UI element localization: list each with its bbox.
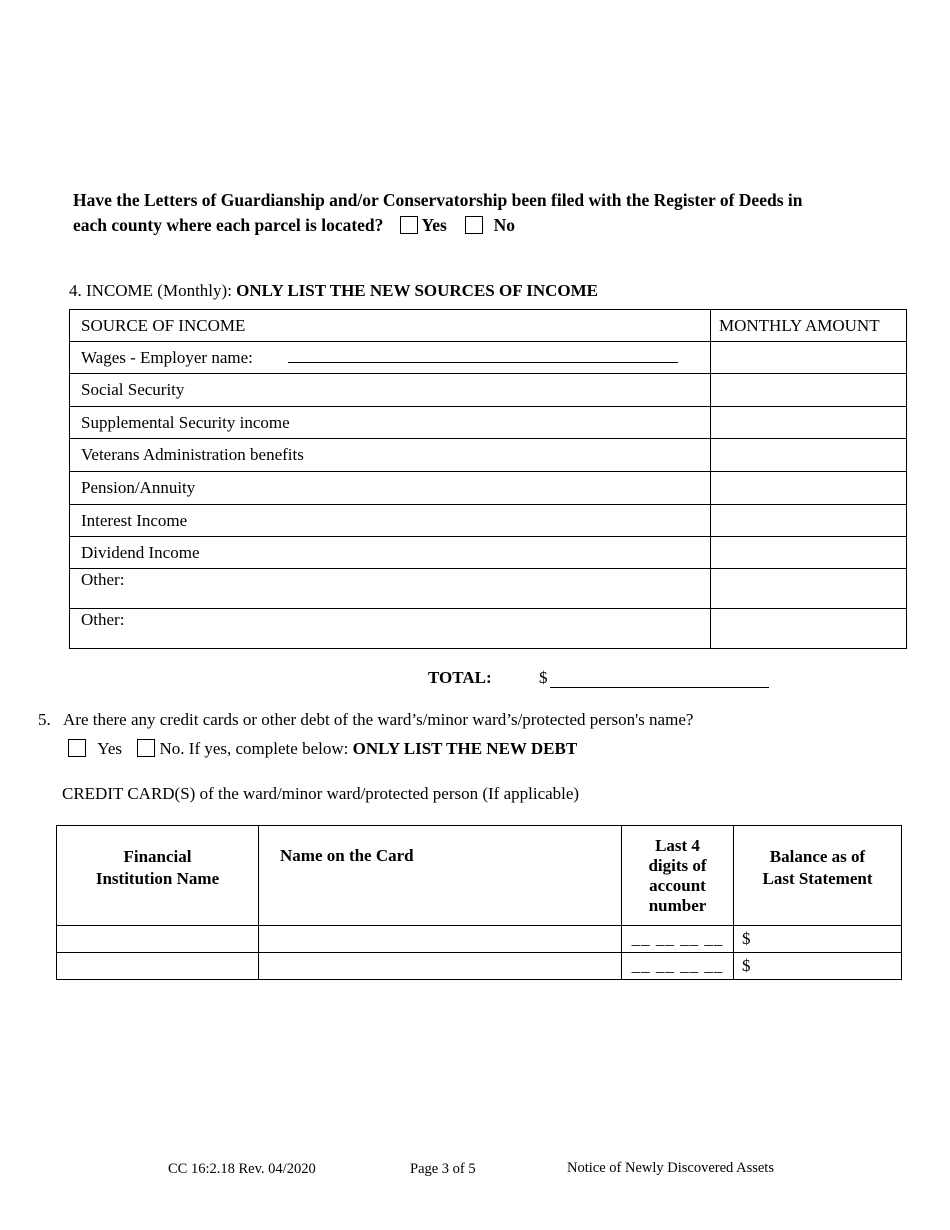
income-amount-field[interactable] [711,342,907,374]
income-amount-field[interactable] [711,472,907,505]
income-row-other [70,609,907,649]
col-amount-header: MONTHLY AMOUNT [711,310,907,342]
income-row [70,505,907,537]
col-last4-header [622,826,734,926]
income-row [70,374,907,407]
total-currency: $ [539,668,548,687]
credit-card-heading: CREDIT CARD(S) of the ward/minor ward/protected person (If applicable) [62,784,580,803]
income-row-wages [70,342,907,374]
income-source-label: Social Security [70,374,711,407]
credit-card-row [57,953,902,980]
income-amount-field[interactable] [711,439,907,472]
no-label: No [493,215,515,235]
col-institution-header [57,826,259,926]
income-row [70,407,907,439]
credit-card-table [56,825,902,980]
income-row [70,439,907,472]
question-5-number: 5. [38,710,51,729]
question-3-line-2 [73,215,515,236]
income-amount-field[interactable] [711,374,907,407]
col-name-header: Name on the Card [259,826,622,926]
question-3-line-1: Have the Letters of Guardianship and/or Conservatorship been filed with the Register of Deeds in [73,190,803,210]
no-checkbox[interactable] [465,216,483,234]
income-amount-field[interactable] [711,537,907,569]
balance-field[interactable]: $ [734,953,902,980]
question-5-text: Are there any credit cards or other debt of the ward’s/minor ward’s/protected person's name? [63,710,694,729]
credit-card-header-row [57,826,902,926]
income-row-other [70,569,907,609]
credit-card-row [57,926,902,953]
income-amount-field[interactable] [711,505,907,537]
col-last4-l2: digits of [648,856,707,875]
footer-form-number: CC 16:2.18 Rev. 04/2020 [168,1161,316,1177]
debt-no-bold: ONLY LIST THE NEW DEBT [352,739,578,758]
income-amount-field[interactable] [711,569,907,609]
yes-checkbox[interactable] [400,216,418,234]
income-heading [69,281,598,301]
debt-no-label: No. If yes, complete below: [159,739,353,758]
income-source-label: Dividend Income [70,537,711,569]
income-source-other[interactable]: Other: [70,569,711,609]
footer-page-number: Page 3 of 5 [410,1161,476,1177]
employer-name-field[interactable] [288,350,678,363]
debt-no-checkbox[interactable] [137,739,155,757]
balance-field[interactable]: $ [734,926,902,953]
col-institution-l1: Financial [123,847,192,866]
question-5-options [68,739,577,759]
income-amount-field[interactable] [711,609,907,649]
name-on-card-field[interactable] [259,926,622,953]
income-source-wages [70,342,711,374]
col-last4-l4: number [648,896,707,915]
income-heading-bold: ONLY LIST THE NEW SOURCES OF INCOME [236,281,598,300]
institution-field[interactable] [57,953,259,980]
total-amount-field[interactable] [550,669,769,688]
institution-field[interactable] [57,926,259,953]
income-row [70,472,907,505]
income-row [70,537,907,569]
col-balance-header [734,826,902,926]
question-3-line-2-text: each county where each parcel is located? [73,215,384,235]
total-label: TOTAL: [428,668,492,687]
col-last4-l3: account [649,876,706,895]
income-table [69,309,907,649]
col-source-header: SOURCE OF INCOME [70,310,711,342]
income-heading-prefix: 4. INCOME (Monthly): [69,281,237,300]
col-institution-l2: Institution Name [95,869,220,888]
income-source-label: Veterans Administration benefits [70,439,711,472]
debt-yes-checkbox[interactable] [68,739,86,757]
last4-field[interactable]: __ __ __ __ [622,953,734,980]
income-source-label: Supplemental Security income [70,407,711,439]
last4-field[interactable]: __ __ __ __ [622,926,734,953]
wages-label: Wages - Employer name: [81,347,253,367]
debt-yes-label: Yes [97,739,122,758]
col-balance-l2: Last Statement [762,869,873,888]
income-source-label: Pension/Annuity [70,472,711,505]
name-on-card-field[interactable] [259,953,622,980]
col-last4-l1: Last 4 [655,836,700,855]
income-source-other[interactable]: Other: [70,609,711,649]
income-header-row [70,310,907,342]
col-balance-l1: Balance as of [769,847,866,866]
yes-label: Yes [421,215,447,235]
income-source-label: Interest Income [70,505,711,537]
footer-title: Notice of Newly Discovered Assets [567,1160,774,1176]
income-amount-field[interactable] [711,407,907,439]
